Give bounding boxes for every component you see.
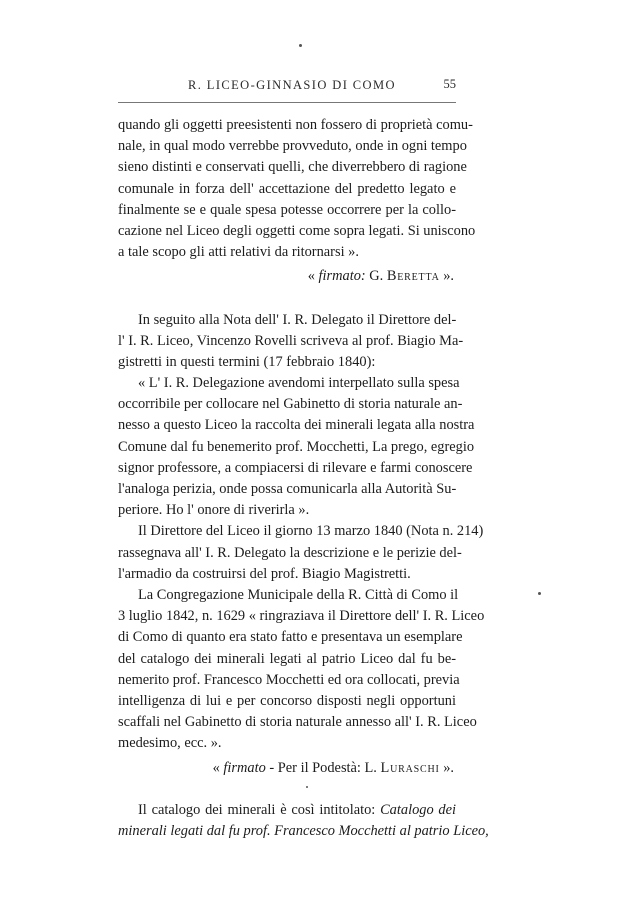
print-speck: [538, 592, 541, 595]
text-line: Il catalogo dei minerali è così intitolato: Catalogo dei: [138, 801, 457, 818]
signatory-surname: Beretta: [386, 268, 440, 285]
text-line: occorribile per collocare nel Gabinetto di storia naturale an-: [118, 396, 463, 413]
text-line: 3 luglio 1842, n. 1629 « ringraziava il Direttore dell' I. R. Liceo: [118, 608, 485, 625]
catalogue-title: Catalogo dei: [380, 801, 457, 818]
text-line: nale, in qual modo verrebbe provveduto, onde in ogni tempo: [118, 138, 467, 155]
text-line: quando gli oggetti preesistenti non fossero di proprietà comu-: [118, 117, 473, 133]
text-line: cazione nel Liceo degli oggetti come sopra legati. Si uniscono: [118, 222, 476, 239]
text-line: signor professore, a compiacersi di rilevare e farmi conoscere: [118, 459, 473, 476]
paragraph-1: [118, 115, 476, 263]
text-line: « L' I. R. Delegazione avendomi interpellato sulla spesa: [138, 375, 460, 392]
text-line: Il Direttore del Liceo il giorno 13 marzo 1840 (Nota n. 214): [138, 523, 484, 540]
firmato-label: firmato:: [318, 268, 366, 285]
text-line: finalmente se e quale spesa potesse occorrere per la collo-: [118, 201, 456, 218]
signatory-surname: Luraschi: [380, 760, 440, 777]
text-line: nesso a questo Liceo la raccolta dei minerali legata alla nostra: [118, 417, 475, 434]
text-line: medesimo, ecc. ».: [118, 735, 222, 752]
page-header: [118, 78, 456, 103]
signature-luraschi: « firmato - Per il Podestà: L. Luraschi ».: [212, 760, 454, 777]
print-speck: [299, 44, 302, 47]
firmato-label: firmato: [223, 760, 266, 777]
paragraph-4: [118, 585, 485, 755]
text-line: gistretti in questi termini (17 febbraio 1840):: [118, 353, 376, 370]
text-line: di Como di quanto era stato fatto e presentava un esemplare: [118, 629, 463, 646]
paragraph-5: [118, 800, 489, 842]
text-line: La Congregazione Municipale della R. Città di Como il: [138, 586, 459, 603]
text-line: intelligenza di lui e per concorso disposti negli opportuni: [118, 692, 456, 709]
text-line: l'analoga perizia, onde possa comunicarla alla Autorità Su-: [118, 481, 457, 497]
text-line: rassegnava all' I. R. Delegato la descrizione e le perizie del-: [118, 544, 462, 561]
text-line: Comune dal fu benemerito prof. Mocchetti, La prego, egregio: [118, 438, 475, 455]
text-line: comunale in forza dell' accettazione del predetto legato e: [118, 180, 456, 197]
text-line: periore. Ho l' onore di riverirla ».: [118, 502, 310, 519]
text-line: l' I. R. Liceo, Vincenzo Rovelli scriveva al prof. Biagio Ma-: [118, 332, 464, 349]
text-line: scaffali nel Gabinetto di storia naturale annesso all' I. R. Liceo: [118, 714, 477, 731]
catalogue-title-continued: minerali legati dal fu prof. Francesco Mocchetti al patrio Liceo,: [118, 822, 489, 839]
text-line: In seguito alla Nota dell' I. R. Delegato il Direttore del-: [138, 311, 457, 328]
text-line: nemerito prof. Francesco Mocchetti ed ora collocati, previa: [118, 671, 460, 688]
paragraph-2: [118, 310, 464, 374]
signature-beretta: « firmato: G. Beretta ».: [307, 268, 454, 285]
paragraph-3: [118, 521, 484, 585]
text-line: a tale scopo gli atti relativi da ritornarsi ».: [118, 244, 359, 261]
text-line: del catalogo dei minerali legati al patrio Liceo dal fu be-: [118, 650, 456, 667]
text-line: l'armadio da costruirsi del prof. Biagio Magistretti.: [118, 565, 411, 582]
page-number: 55: [443, 77, 456, 91]
body-text: [118, 115, 489, 842]
text-line: sieno distinti e conservati quelli, che diverrebbero di ragione: [118, 159, 467, 176]
quoted-letter: [118, 373, 475, 521]
running-title: R. LICEO-GINNASIO DI COMO: [188, 78, 396, 92]
